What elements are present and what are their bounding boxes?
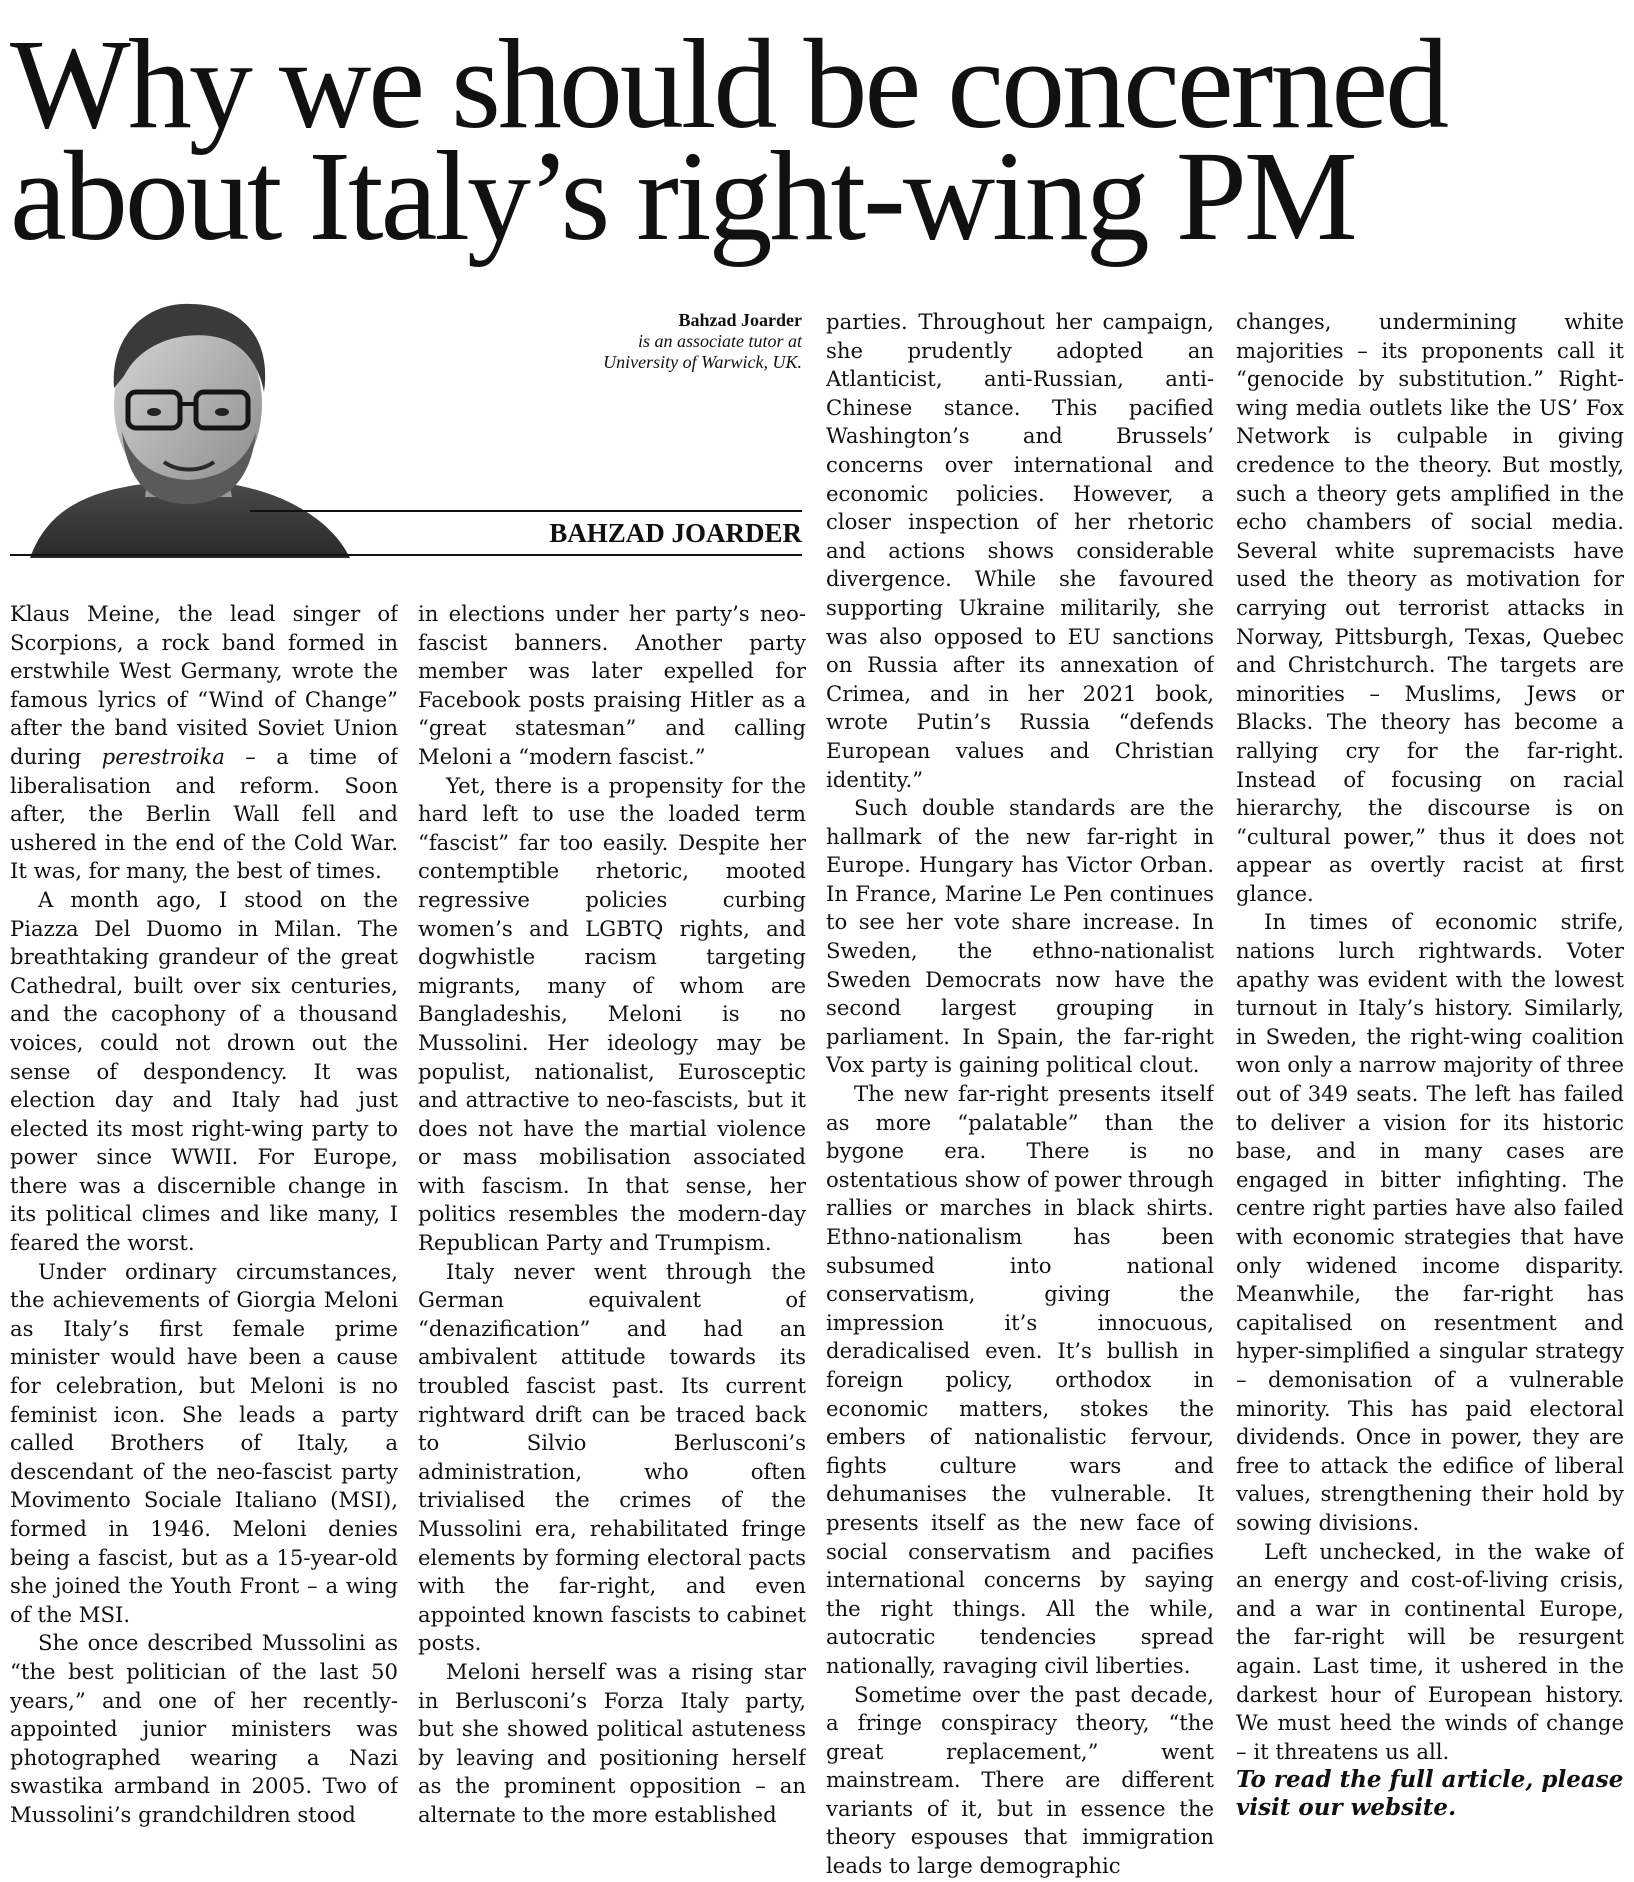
paragraph: A month ago, I stood on the Piazza Del Duomo in Milan. The breathtaking grandeur of the great Cathedral, built over six centuries, and the cacophony of a thousand voices, could not drown out the sense of despondency. It was election day and Italy had just elected its most right-wing party to power since WWII. For Europe, there was a discernible change in its political climes and like many, I feared the worst. xyxy=(10,886,398,1256)
paragraph: The new far-right presents itself as more “palatable” than the bygone era. There is no ostentatious show of power through rallies or marches in black shirts. Ethno-nationalism has been subsumed into national conservatism, giving the impression it’s innocuous, deradicalised even. It’s bullish in foreign policy, orthodox in economic matters, stokes the embers of nationalistic fervour, fights culture wars and dehumanises the vulnerable. It presents itself as the new face of social conservatism and pacifies international concerns by saying the right things. All the while, autocratic tendencies spread nationally, ravaging civil liberties. xyxy=(826,1081,1214,1678)
author-name: Bahzad Joarder xyxy=(678,310,802,330)
author-portrait xyxy=(10,292,390,558)
article-column-4 xyxy=(1236,308,1624,1880)
paragraph-text-1a: Klaus Meine, the lead singer of Scorpions, a rock band formed in erstwhile West Germany, wrote the famous lyrics of “Wind of Change” after the band visited Soviet Union during xyxy=(10,601,398,769)
paragraph: Yet, there is a propensity for the hard left to use the loaded term “fascist” far too easily. Despite her contemptible rhetoric, mooted regressive policies curbing women’s and LGBTQ rights, and dogwhistle racism targeting migrants, many of whom are Bangladeshis, Meloni is no Mussolini. Her ideology may be populist, nationalist, Eurosceptic and attractive to neo-fascists, but it does not have the martial violence or mass mobilisation associated with fascism. In that sense, her politics resembles the modern-day Republican Party and Trumpism. xyxy=(418,772,806,1256)
paragraph: parties. Throughout her campaign, she prudently adopted an Atlanticist, anti-Russian, anti-Chinese stance. This pacified Washington’s and Brussels’ concerns over international and economic policies. However, a closer inspection of her rhetoric and actions shows considerable divergence. While she favoured supporting Ukraine militarily, she was also opposed to EU sanctions on Russia after its annexation of Crimea, and in her 2021 book, wrote Putin’s Russia “defends European values and Christian identity.” xyxy=(826,309,1214,792)
author-affiliation: University of Warwick, UK. xyxy=(603,352,802,372)
paragraph: In times of economic strife, nations lurch rightwards. Voter apathy was evident with the lowest turnout in Italy’s history. Similarly, in Sweden, the right-wing coalition won only a narrow majority of three out of 349 seats. The left has failed to deliver a vision for its historic base, and in many cases are engaged in bitter infighting. The centre right parties have also failed with economic strategies that have only widened income disparity. Meanwhile, the far-right has capitalised on resentment and hyper-simplified a singular strategy – demonisation of a vulnerable minority. This has paid electoral dividends. Once in power, they are free to attack the edifice of liberal values, strengthening their hold by sowing divisions. xyxy=(1236,909,1624,1535)
paragraph: Under ordinary circumstances, the achievements of Giorgia Meloni as Italy’s first female prime minister would have been a cause for celebration, but Meloni is no feminist icon. She leads a party called Brothers of Italy, a descendant of the neo-fascist party Movimento Sociale Italiano (MSI), formed in 1946. Meloni denies being a fascist, but as a 15-year-old she joined the Youth Front – a wing of the MSI. xyxy=(10,1258,398,1627)
article-column-1 xyxy=(10,600,398,1880)
byline-bottom-rule xyxy=(10,554,802,556)
paragraph: in elections under her party’s neo-fascist banners. Another party member was later expelled for Facebook posts praising Hitler as a “great statesman” and calling Meloni a “modern fascist.” xyxy=(418,601,806,769)
headline: Why we should be concerned about Italy’s right-wing PM xyxy=(10,13,1447,267)
byline-name: BAHZAD JOARDER xyxy=(549,518,802,548)
paragraph xyxy=(10,600,398,886)
paragraph-italic: perestroika xyxy=(101,743,225,769)
paragraph: She once described Mussolini as “the best politician of the last 50 years,” and one of her recently-appointed junior ministers was photographed wearing a Nazi swastika armband in 2005. Two of Mussolini’s grandchildren stood xyxy=(10,1630,398,1827)
article-column-3 xyxy=(826,308,1214,1880)
paragraph-text-1b: – a time of liberalisation and reform. Soon after, the Berlin Wall fell and ushered in the end of the Cold War. It was, for many, the best of times. xyxy=(10,743,398,884)
paragraph: Left unchecked, in the wake of an energy and cost-of-living crisis, and a war in continental Europe, the far-right will be resurgent again. Last time, it ushered in the darkest hour of European history. We must heed the winds of change – it threatens us all. xyxy=(1236,1538,1624,1764)
byline-rule xyxy=(250,510,802,512)
author-note xyxy=(482,310,802,373)
paragraph: Sometime over the past decade, a fringe conspiracy theory, “the great replacement,” went mainstream. There are different variants of it, but in essence the theory espouses that immigration leads to large demographic xyxy=(826,1681,1214,1879)
author-role: is an associate tutor at xyxy=(637,331,802,351)
read-more-link[interactable]: To read the full article, please visit our website. xyxy=(1236,1766,1624,1822)
paragraph: Italy never went through the German equivalent of “denazification” and had an ambivalent attitude towards its troubled fascist past. Its current rightward drift can be traced back to Silvio Berlusconi’s administration, who often trivialised the crimes of the Mussolini era, rehabilitated fringe elements by forming electoral pacts with the far-right, and even appointed known fascists to cabinet posts. xyxy=(418,1258,806,1656)
paragraph: Such double standards are the hallmark of the new far-right in Europe. Hungary has Victor Orban. In France, Marine Le Pen continues to see her vote share increase. In Sweden, the ethno-nationalist Sweden Democrats now have the second largest grouping in parliament. In Spain, the far-right Vox party is gaining political clout. xyxy=(826,795,1214,1078)
byline-box xyxy=(10,292,802,558)
paragraph: Meloni herself was a rising star in Berlusconi’s Forza Italy party, but she showed political astuteness by leaving and positioning herself as the prominent opposition – an alternate to the more established xyxy=(418,1658,806,1827)
paragraph: changes, undermining white majorities – its proponents call it “genocide by substitution.” Right-wing media outlets like the US’ Fox Network is culpable in giving credence to the theory. But mostly, such a theory gets amplified in the echo chambers of social media. Several white supremacists have used the theory as motivation for carrying out terrorist attacks in Norway, Pittsburgh, Texas, Quebec and Christchurch. The targets are minorities – Muslims, Jews or Blacks. The theory has become a rallying cry for the far-right. Instead of focusing on racial hierarchy, the discourse is on “cultural power,” thus it does not appear as overtly racist at first glance. xyxy=(1236,309,1624,906)
article-column-2 xyxy=(418,600,806,1880)
